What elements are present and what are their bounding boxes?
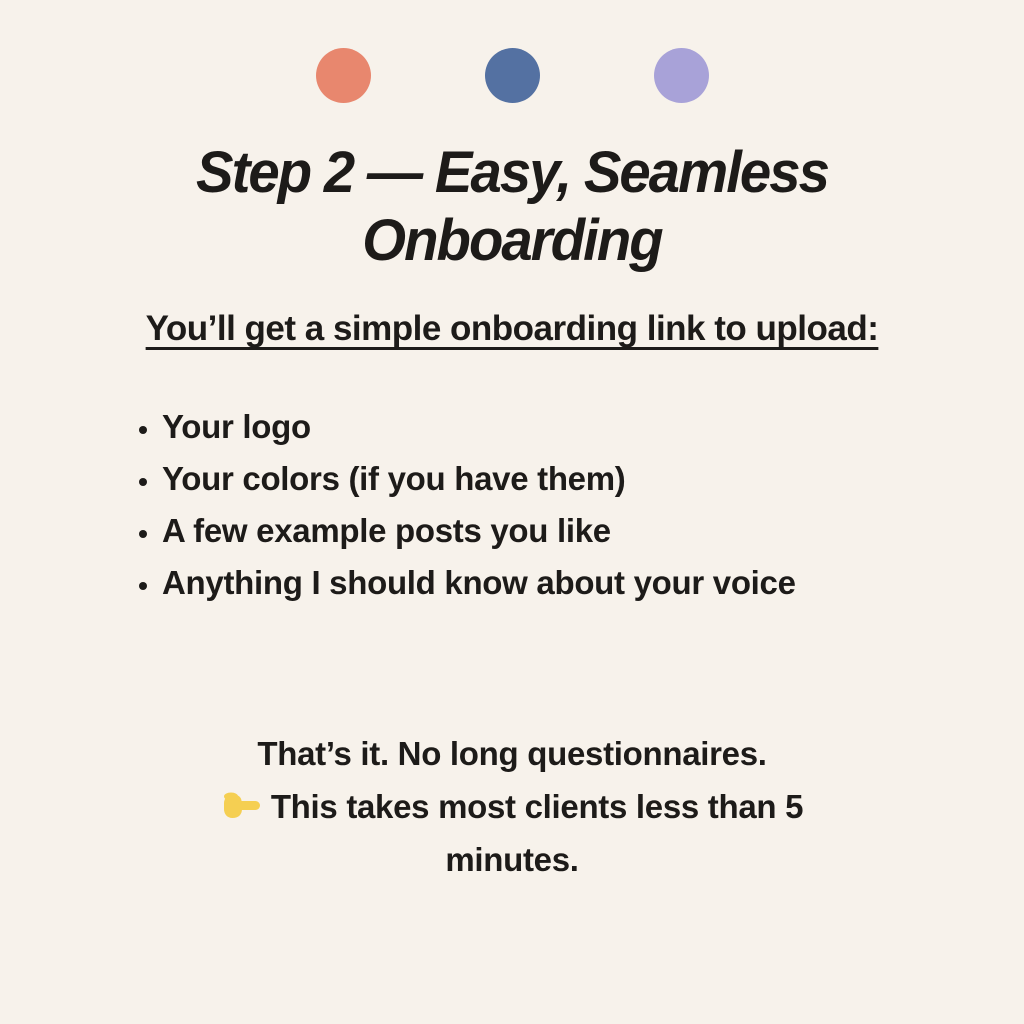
list-item: • Anything I should know about your voice	[162, 557, 1024, 609]
footer-line2-text: This takes most clients less than 5 minutes.	[270, 788, 804, 878]
footer-line1: That’s it. No long questionnaires.	[257, 735, 767, 772]
list-item: • Your colors (if you have them)	[162, 453, 1024, 505]
upload-items-list	[162, 401, 1024, 609]
footer-line2	[162, 780, 862, 886]
page-title: Step 2 — Easy, Seamless Onboarding	[196, 140, 828, 273]
subtitle: You’ll get a simple onboarding link to upload:	[145, 309, 879, 348]
list-item: • Your logo	[162, 401, 1024, 453]
lavender-dot-icon	[654, 48, 709, 103]
pointing-right-hand-icon	[221, 790, 261, 822]
decorative-dots	[0, 0, 1024, 103]
footer-note	[162, 727, 862, 886]
blue-dot-icon	[485, 48, 540, 103]
list-item: • A few example posts you like	[162, 505, 1024, 557]
coral-dot-icon	[316, 48, 371, 103]
